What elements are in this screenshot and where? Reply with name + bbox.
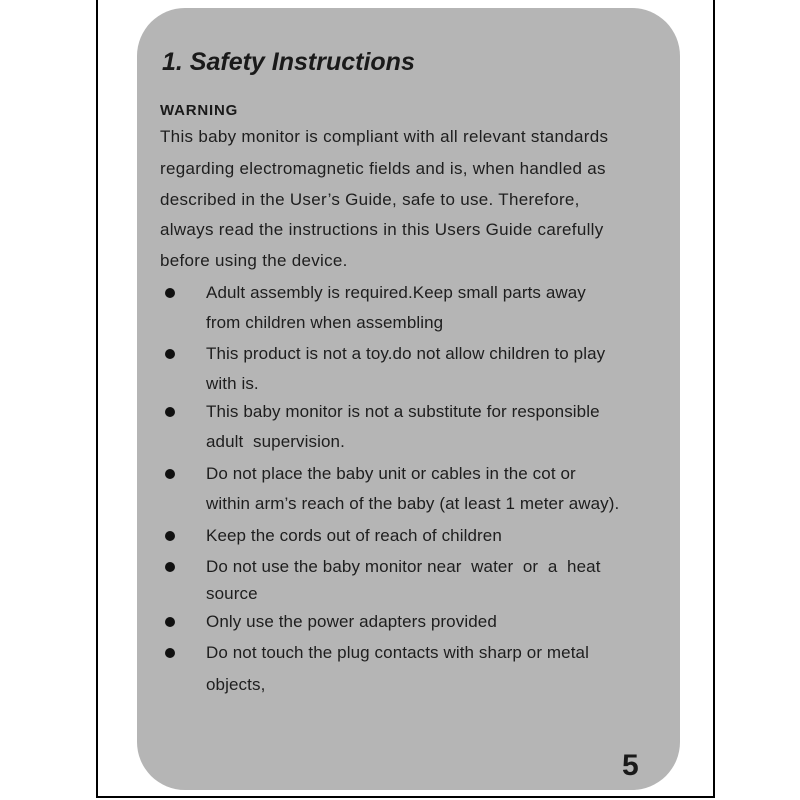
bullet-line: source bbox=[206, 584, 258, 603]
bullet-line: Only use the power adapters provided bbox=[206, 612, 497, 631]
bullet-line: adult supervision. bbox=[206, 432, 345, 451]
bullet-line: Adult assembly is required.Keep small parts away bbox=[206, 283, 586, 302]
bullet-line: Do not place the baby unit or cables in the cot or bbox=[206, 464, 576, 483]
bullet-line: Do not touch the plug contacts with sharp or metal bbox=[206, 643, 589, 662]
paragraph-line: before using the device. bbox=[160, 251, 348, 270]
bullet-dot bbox=[165, 288, 175, 298]
paragraph-line: described in the User’s Guide, safe to use. Therefore, bbox=[160, 190, 580, 209]
section-title: 1. Safety Instructions bbox=[162, 48, 415, 76]
page-border-right bbox=[713, 0, 715, 798]
bullet-dot bbox=[165, 617, 175, 627]
paragraph-line: regarding electromagnetic fields and is, when handled as bbox=[160, 159, 606, 178]
bullet-line: This product is not a toy.do not allow children to play bbox=[206, 344, 606, 363]
bullet-line: Do not use the baby monitor near water or a heat bbox=[206, 557, 601, 576]
bullet-line: objects, bbox=[206, 675, 266, 694]
bullet-dot bbox=[165, 407, 175, 417]
paragraph-line: This baby monitor is compliant with all relevant standards bbox=[160, 127, 609, 146]
bullet-dot bbox=[165, 349, 175, 359]
bullet-line: within arm’s reach of the baby (at least 1 meter away). bbox=[206, 494, 620, 513]
page-border-bottom bbox=[96, 796, 715, 798]
bullet-dot bbox=[165, 531, 175, 541]
page-border-left bbox=[96, 0, 98, 798]
warning-heading: WARNING bbox=[160, 102, 239, 119]
page-number: 5 bbox=[622, 749, 639, 782]
bullet-line: from children when assembling bbox=[206, 313, 444, 332]
bullet-dot bbox=[165, 469, 175, 479]
paragraph-line: always read the instructions in this Users Guide carefully bbox=[160, 220, 604, 239]
bullet-dot bbox=[165, 648, 175, 658]
bullet-line: with is. bbox=[206, 374, 259, 393]
bullet-line: Keep the cords out of reach of children bbox=[206, 526, 502, 545]
bullet-line: This baby monitor is not a substitute for responsible bbox=[206, 402, 600, 421]
bullet-dot bbox=[165, 562, 175, 572]
